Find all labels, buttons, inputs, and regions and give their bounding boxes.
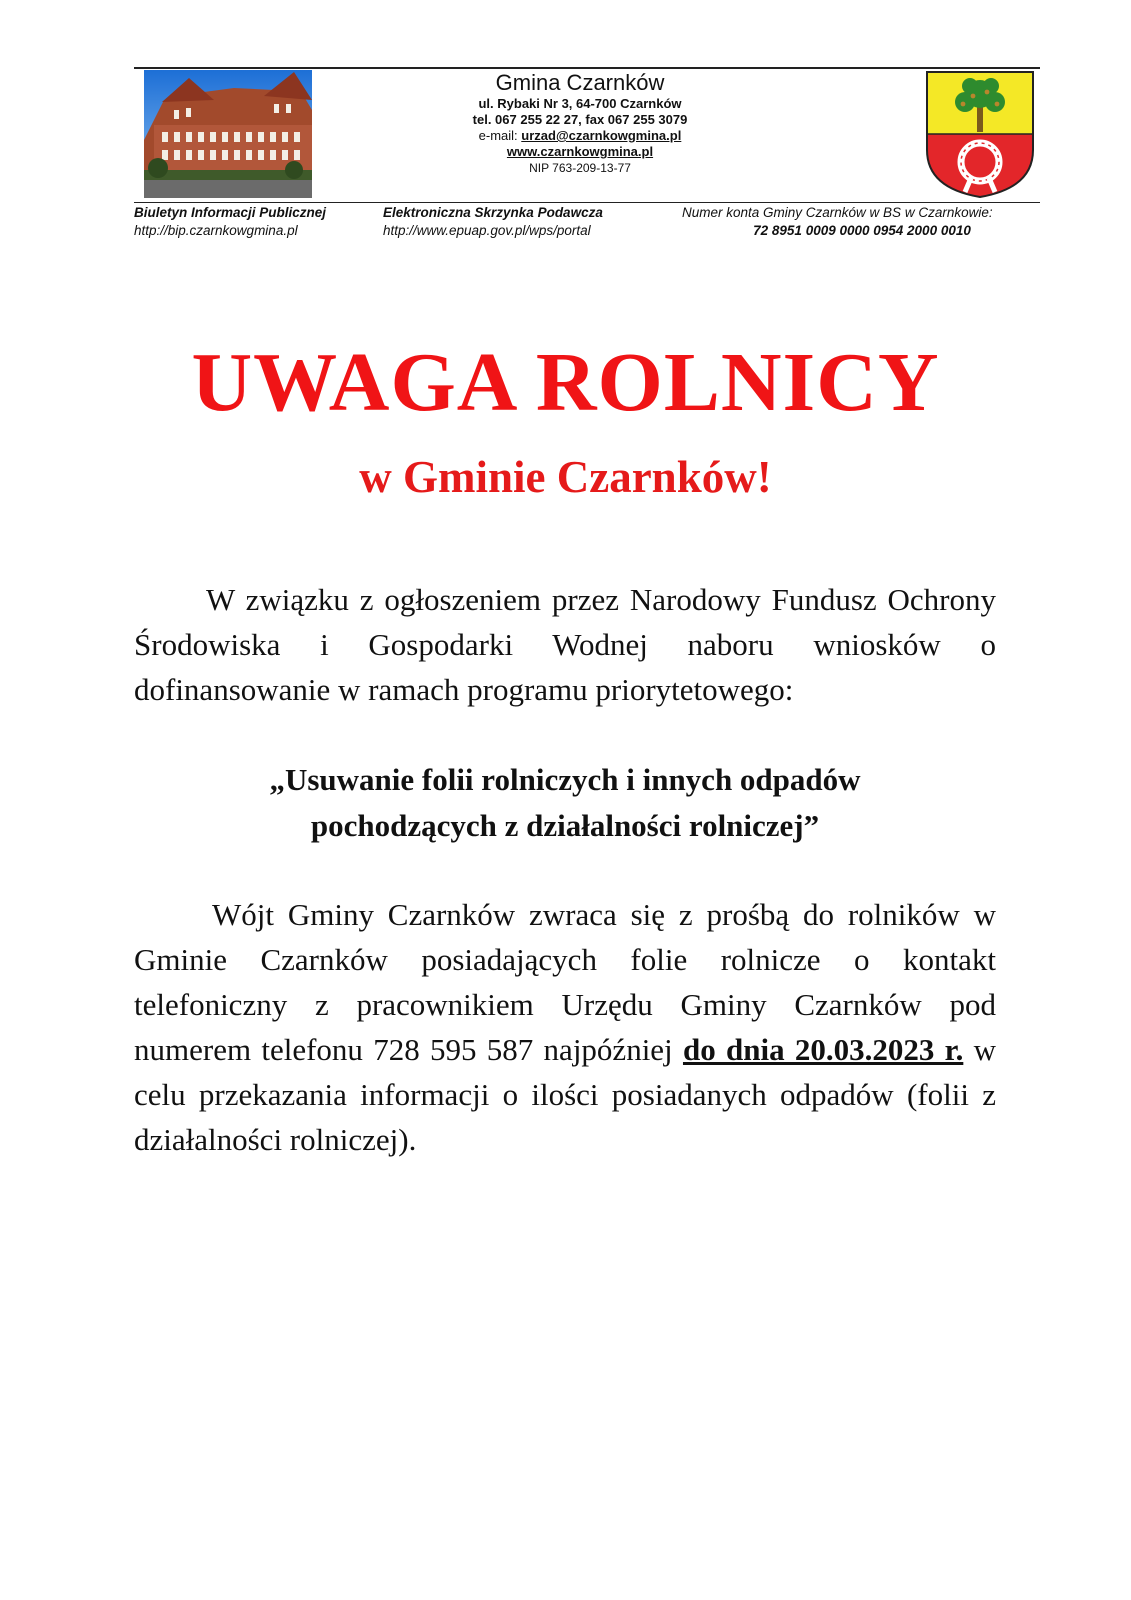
intro-text: W związku z ogłoszeniem przez Narodowy Fundusz Ochrony Środowiska i Gospodarki Wodnej naboru wniosków o dofinansowanie w ramach programu priorytetowego:	[134, 582, 996, 707]
nip-number: NIP 763-209-13-77	[529, 161, 631, 175]
esp-title: Elektroniczna Skrzynka Podawcza	[383, 205, 603, 220]
request-paragraph	[134, 892, 996, 1162]
program-line-1: „Usuwanie folii rolniczych i innych odpadów	[269, 762, 861, 797]
esp-block	[383, 204, 603, 240]
municipality-name: Gmina Czarnków	[495, 70, 665, 95]
header-bottom-rule	[134, 202, 1040, 203]
deadline-date: do dnia 20.03.2023 r.	[682, 1032, 964, 1067]
header-top-rule	[134, 67, 1040, 69]
notice-title: UWAGA ROLNICY	[191, 336, 940, 429]
address: ul. Rybaki Nr 3, 64-700 Czarnków	[478, 96, 682, 111]
account-number: 72 8951 0009 0000 0954 2000 0010	[753, 223, 971, 238]
town-hall-photo	[144, 70, 312, 198]
coat-of-arms-icon	[925, 70, 1035, 199]
header-contact-block	[380, 70, 780, 176]
intro-paragraph	[134, 577, 996, 712]
email-label: e-mail:	[478, 128, 522, 143]
request-text-start: Wójt Gminy Czarnków zwraca się z prośbą do rolników w Gminie Czarnków posiadających folie rolnicze o kontakt telefoniczny z pracownikiem Urzędu Gminy Czarnków pod numerem telefonu 728 595 587 najpóźniej	[134, 897, 996, 1067]
request-text-end: w celu przekazania informacji o ilości posiadanych odpadów (folii z działalności rolniczej).	[134, 1032, 996, 1157]
bip-block	[134, 204, 326, 240]
email-line	[380, 128, 780, 144]
bank-account-block	[682, 204, 1042, 240]
program-name	[134, 757, 996, 849]
bip-url[interactable]: http://bip.czarnkowgmina.pl	[134, 223, 298, 238]
phone-fax: tel. 067 255 22 27, fax 067 255 3079	[472, 112, 688, 127]
account-title: Numer konta Gminy Czarnków w BS w Czarnkowie:	[682, 205, 993, 220]
website-link[interactable]: www.czarnkowgmina.pl	[506, 144, 654, 159]
bip-title: Biuletyn Informacji Publicznej	[134, 205, 327, 220]
esp-url[interactable]: http://www.epuap.gov.pl/wps/portal	[383, 223, 591, 238]
notice-subtitle: w Gminie Czarnków!	[359, 452, 772, 502]
email-link[interactable]: urzad@czarnkowgmina.pl	[521, 128, 682, 143]
program-line-2: pochodzących z działalności rolniczej”	[310, 808, 820, 843]
